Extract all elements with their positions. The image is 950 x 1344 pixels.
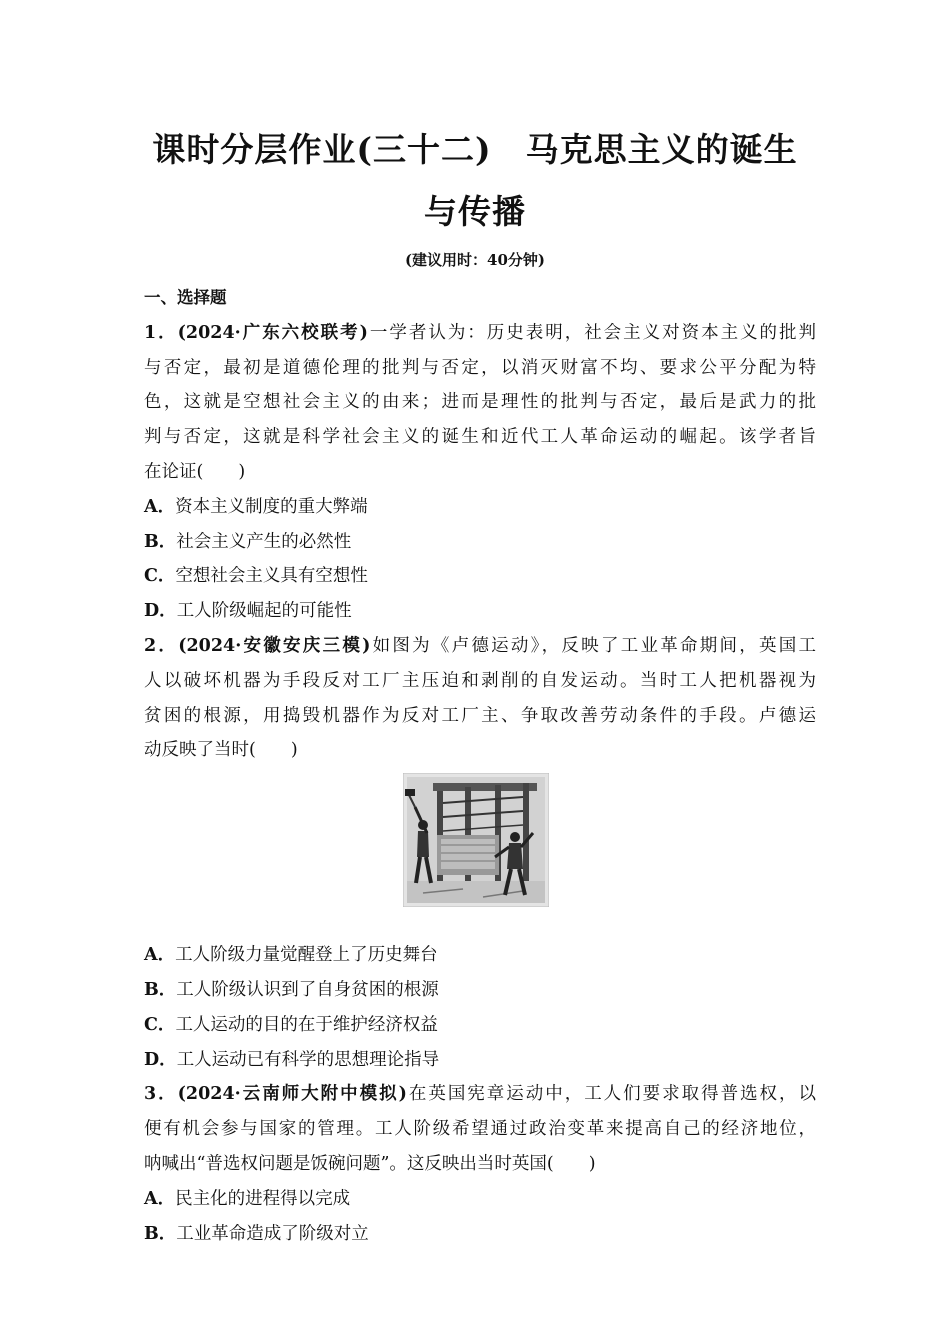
suggested-time: (建议用时：40分钟) <box>404 251 546 269</box>
option-2d[interactable] <box>144 1043 816 1078</box>
option-letter: C． <box>144 566 176 587</box>
question-2-number: 2． <box>144 635 179 656</box>
option-3a[interactable] <box>144 1182 816 1217</box>
option-letter: D． <box>144 1049 177 1070</box>
option-2b[interactable] <box>144 973 816 1008</box>
option-letter: D． <box>144 601 177 622</box>
question-3-line-3: 呐喊出“普选权问题是饭碗问题”。这反映出当时英国( ) <box>144 1153 596 1174</box>
question-2-line-1 <box>144 629 816 664</box>
question-1-text: 一学者认为：历史表明，社会主义对资本主义的批判 <box>367 322 817 343</box>
option-letter: A． <box>144 496 176 517</box>
option-text: 工人运动的目的在于维护经济权益 <box>175 1014 438 1035</box>
option-1c[interactable] <box>144 559 816 594</box>
option-1d[interactable] <box>144 594 816 629</box>
option-3b[interactable] <box>144 1217 816 1252</box>
page-title-line-1: 课时分层作业(三十二) 马克思主义的诞生 <box>152 130 798 169</box>
question-3 <box>144 1077 816 1251</box>
question-2-text: 如图为《卢德运动》，反映了工业革命期间，英国工 <box>370 635 817 656</box>
option-1b[interactable] <box>144 525 816 560</box>
question-1 <box>144 316 816 629</box>
question-2 <box>144 629 816 1077</box>
option-text: 工人阶级力量觉醒登上了历史舞台 <box>175 945 438 966</box>
option-text: 空想社会主义具有空想性 <box>175 566 368 587</box>
question-3-line-1 <box>144 1077 816 1112</box>
option-text: 工人运动已有科学的思想理论指导 <box>176 1049 440 1070</box>
question-1-line-4: 判与否定，这就是科学社会主义的诞生和近代工人革命运动的崛起。该学者旨 <box>144 427 816 448</box>
page-title-line-2: 与传播 <box>424 192 526 231</box>
question-2-line-4: 动反映了当时( ) <box>144 740 298 761</box>
question-1-line-1 <box>144 316 816 351</box>
question-3-text: 在英国宪章运动中，工人们要求取得普选权，以 <box>406 1084 817 1105</box>
question-3-number: 3． <box>144 1084 178 1105</box>
option-text: 工人阶级崛起的可能性 <box>176 601 352 622</box>
question-1-number: 1． <box>144 322 178 343</box>
option-text: 民主化的进程得以完成 <box>175 1188 351 1209</box>
question-2-line-3: 贫困的根源，用捣毁机器作为反对工厂主、争取改善劳动条件的手段。卢德运 <box>144 705 816 726</box>
option-letter: A． <box>144 1188 176 1209</box>
option-1a[interactable] <box>144 490 816 525</box>
option-letter: B． <box>144 979 177 1000</box>
option-letter: C． <box>144 1014 176 1035</box>
question-list <box>144 281 816 1251</box>
option-text: 工人阶级认识到了自身贫困的根源 <box>176 979 439 1000</box>
question-2-source: (2024·安徽安庆三模) <box>178 635 371 656</box>
option-2c[interactable] <box>144 1008 816 1043</box>
option-text: 社会主义产生的必然性 <box>176 531 352 552</box>
question-1-source: (2024·广东六校联考) <box>177 322 368 343</box>
question-3-source: (2024·云南师大附中模拟) <box>177 1084 407 1105</box>
luddite-engraving-image <box>403 773 549 907</box>
question-3-line-2: 便有机会参与国家的管理。工人阶级希望通过政治变革来提高自己的经济地位， <box>144 1119 816 1140</box>
question-1-line-5: 在论证( ) <box>144 461 246 482</box>
figure-container <box>144 768 816 938</box>
option-2a[interactable] <box>144 938 816 973</box>
option-text: 工业革命造成了阶级对立 <box>176 1223 369 1244</box>
question-2-line-2: 人以破坏机器为手段反对工厂主压迫和剥削的自发运动。当时工人把机器视为 <box>144 670 816 691</box>
option-letter: A． <box>144 945 176 966</box>
option-letter: B． <box>144 1223 177 1244</box>
section-heading: 一、选择题 <box>144 288 227 307</box>
question-1-line-2: 与否定，最初是道德伦理的批判与否定，以消灭财富不均、要求公平分配为特 <box>144 357 816 378</box>
option-text: 资本主义制度的重大弊端 <box>175 496 368 517</box>
option-letter: B． <box>144 531 177 552</box>
question-1-line-3: 色，这就是空想社会主义的由来；进而是理性的批判与否定，最后是武力的批 <box>144 392 816 413</box>
